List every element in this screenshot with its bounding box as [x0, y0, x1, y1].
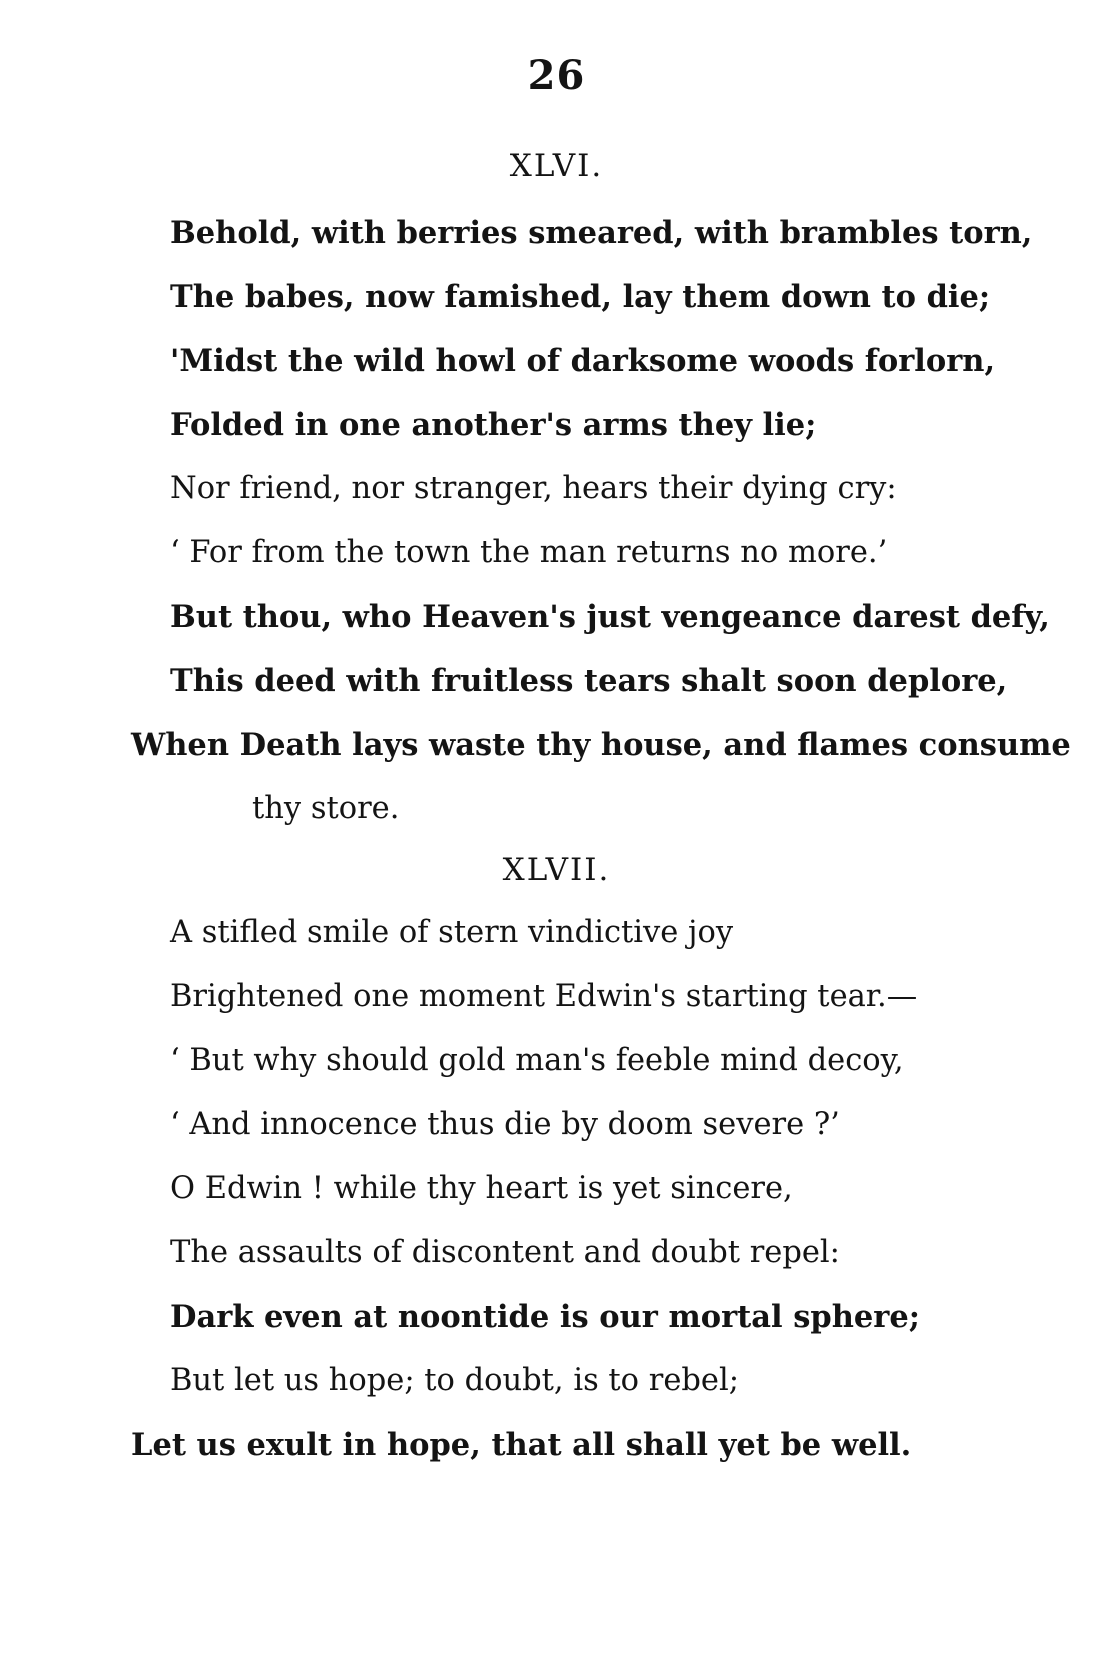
verse-line: The assaults of discontent and doubt repel:: [170, 1235, 840, 1270]
verse-line: Nor friend, nor stranger, hears their dying cry:: [170, 471, 897, 506]
verse-line: But let us hope; to doubt, is to rebel;: [170, 1363, 739, 1398]
verse-line: Brightened one moment Edwin's starting tear.—: [170, 979, 918, 1014]
verse-line: Folded in one another's arms they lie;: [170, 407, 817, 443]
verse-line: When Death lays waste thy house, and flames consume: [131, 727, 1071, 763]
verse-line: But thou, who Heaven's just vengeance darest defy,: [170, 599, 1050, 635]
verse-line: Dark even at noontide is our mortal sphere;: [170, 1299, 921, 1335]
verse-line: A stifled smile of stern vindictive joy: [170, 915, 734, 950]
verse-line: O Edwin ! while thy heart is yet sincere,: [170, 1171, 793, 1206]
page-number: 26: [527, 52, 586, 99]
verse-line: 'Midst the wild howl of darksome woods forlorn,: [170, 343, 996, 379]
verse-line: Behold, with berries smeared, with brambles torn,: [170, 215, 1033, 251]
verse-line-continuation: thy store.: [252, 791, 400, 826]
verse-line: The babes, now famished, lay them down to die;: [170, 279, 991, 315]
verse-line: ‘ But why should gold man's feeble mind decoy,: [170, 1043, 904, 1078]
verse-line: ‘ For from the town the man returns no more.’: [170, 535, 888, 570]
verse-line: ‘ And innocence thus die by doom severe ?’: [170, 1107, 840, 1142]
stanza-heading: XLVI.: [509, 148, 604, 184]
verse-line: This deed with fruitless tears shalt soon deplore,: [170, 663, 1008, 699]
stanza-heading: XLVII.: [502, 852, 611, 888]
verse-line: Let us exult in hope, that all shall yet be well.: [131, 1427, 912, 1463]
